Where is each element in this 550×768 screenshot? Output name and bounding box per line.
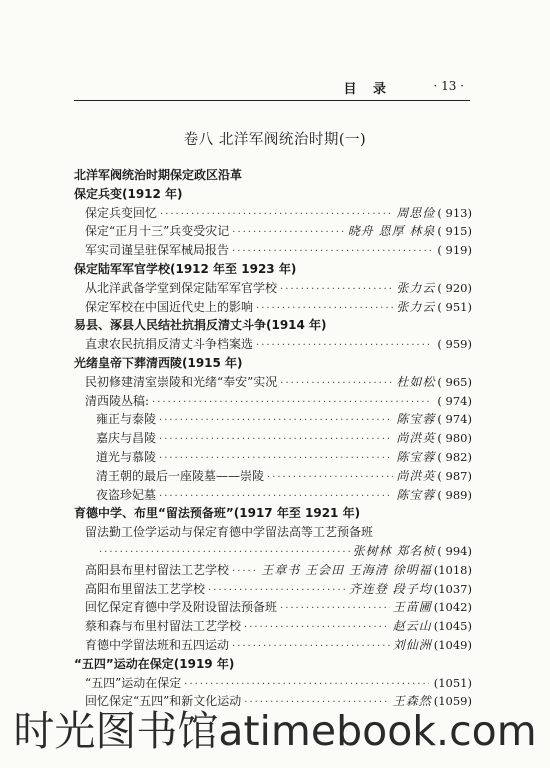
toc-entry-page: ( 959) — [437, 337, 472, 352]
toc-entry-page: ( 920) — [437, 280, 472, 295]
toc-entry-title: 保定“正月十三”兵变受灾记 — [85, 224, 230, 239]
toc-entry-title: 道光与慕陵 — [96, 450, 157, 464]
toc-entry-page: ( 915) — [437, 224, 472, 239]
toc-entry — [96, 486, 472, 504]
leader-dots — [256, 300, 393, 318]
toc-entry-author: 齐连登 段子均 — [348, 581, 432, 596]
toc-category: 保定兵变(1912 年) — [74, 186, 183, 201]
leader-dots — [280, 600, 390, 618]
toc-entry-author: 杜如松 — [396, 374, 436, 389]
toc-entry — [85, 580, 472, 598]
toc-entry-page: ( 974) — [437, 393, 472, 408]
toc-entry-author: 陈宝蓉 — [396, 487, 436, 502]
toc-entry-page: ( 989) — [437, 487, 472, 502]
toc-category: 北洋军阀统治时期保定政区沿革 — [74, 168, 243, 182]
toc-category: 育德中学、布里“留法预备班”(1917 年至 1921 年) — [74, 506, 361, 521]
toc-entry-author: 陈宝蓉 — [396, 412, 436, 427]
toc-entry — [85, 598, 472, 616]
toc-entry-author: 陈宝蓉 — [396, 450, 436, 464]
toc-entry-author: 王苗圃 — [392, 600, 432, 615]
toc-entry-title: 直隶农民抗捐反清丈斗争档案选 — [85, 337, 254, 352]
toc-entry-title: 嘉庆与昌陵 — [96, 431, 157, 446]
leader-dots — [208, 582, 346, 600]
toc-entry — [85, 392, 472, 410]
leader-dots — [232, 224, 344, 242]
toc-entry — [85, 279, 472, 297]
leader-dots — [159, 488, 393, 506]
toc-category: 易县、涿县人民结社抗捐反清丈斗争(1914 年) — [74, 318, 327, 333]
toc-entry-page: (1018) — [433, 562, 472, 577]
toc-entry-author: 尚洪英 — [396, 468, 436, 483]
toc-entry-title: 保定兵变回忆 — [85, 205, 158, 220]
toc-entry-page: ( 974) — [437, 412, 472, 427]
toc-entry-title: 民初修建清室崇陵和光绪“奉安”实况 — [85, 374, 278, 389]
toc-entry — [96, 542, 472, 560]
toc-entry-page: (1037) — [433, 581, 472, 596]
toc-entry — [85, 222, 472, 240]
toc-entry — [85, 636, 472, 654]
toc-entry-page: ( 951) — [437, 299, 472, 314]
toc-entry-title: 夜盗珍妃墓 — [96, 487, 157, 502]
toc-entry-title: 育德中学留法班和五四运动 — [85, 638, 230, 652]
toc-entry-title: 从北洋武备学堂到保定陆军军官学校 — [85, 280, 278, 295]
toc-entry-page: (1049) — [433, 638, 472, 652]
header-rule — [74, 100, 470, 101]
toc-entry-page: (1045) — [433, 619, 472, 634]
toc-entry-title: “五四”运动在保定 — [85, 675, 182, 690]
toc-entry-author: 周思俭 — [396, 205, 436, 220]
toc-entry-page: ( 919) — [437, 243, 472, 258]
header-title: 目 录 — [343, 82, 392, 97]
toc-entry-title: 高阳布里留法工艺学校 — [85, 581, 206, 596]
leader-dots — [280, 281, 393, 299]
toc-entry-author: 王森然 — [392, 694, 432, 709]
leader-dots — [232, 638, 390, 656]
toc-entry-author: 刘仙洲 — [392, 638, 432, 652]
toc-entry-page: ( 913) — [437, 205, 472, 220]
leader-dots — [159, 450, 393, 468]
leader-dots — [232, 243, 432, 261]
toc-entry — [85, 561, 472, 579]
toc-entry-page: (1051) — [433, 675, 472, 690]
running-header — [74, 78, 464, 98]
toc-entry — [85, 373, 472, 391]
toc-entry-title: 蔡和森与布里村留法工艺学校 — [85, 619, 242, 634]
toc-entry — [85, 241, 472, 259]
watermark: 时光图书馆atimebook.com — [13, 707, 537, 755]
toc-entry-title: 清西陵丛稿: — [85, 393, 150, 408]
toc-entry-author: 张力云 — [396, 299, 436, 314]
toc-entry-author: 王章书 王会田 王海清 徐明福 — [261, 562, 432, 577]
toc-entry — [96, 467, 472, 485]
leader-dots — [160, 206, 393, 224]
toc-entry — [96, 429, 472, 447]
toc-entry-page: ( 965) — [437, 374, 472, 389]
leader-dots — [159, 431, 393, 449]
toc-category: 光绪皇帝下葬清西陵(1915 年) — [74, 356, 243, 370]
volume-title: 卷八 北洋军阀统治时期(一) — [183, 132, 367, 148]
toc-entry-title: 高阳县布里村留法工艺学校 — [85, 562, 230, 577]
toc-entry-title: 回忆保定育德中学及附设留法预备班 — [85, 600, 278, 615]
toc-entry — [96, 410, 472, 428]
toc-entry — [85, 617, 472, 635]
leader-dots — [280, 375, 393, 393]
toc-entry-title: 回忆保定“五四”和新文化运动 — [85, 694, 242, 709]
toc-entry-page: (1059) — [433, 694, 472, 709]
toc-entry-page: (1042) — [433, 600, 472, 615]
toc-entry-title: 留法勤工俭学运动与保定育德中学留法高等工艺预备班 — [85, 525, 374, 540]
toc-category: 保定陆军军官学校(1912 年至 1923 年) — [74, 262, 297, 276]
toc-entry-page: ( 994) — [437, 544, 472, 558]
leader-dots — [152, 394, 432, 412]
toc-entry — [85, 674, 472, 692]
leader-dots — [184, 676, 428, 694]
leader-dots — [232, 563, 258, 581]
toc-entry-author: 尚洪英 — [396, 431, 436, 446]
header-page-number: · 13 · — [433, 79, 464, 93]
leader-dots — [99, 544, 350, 562]
leader-dots — [244, 619, 390, 637]
toc-entry — [96, 448, 472, 466]
toc-entry-author: 张树林 郑名桢 — [352, 544, 436, 558]
toc-entry — [85, 204, 472, 222]
toc-entry — [85, 298, 472, 316]
toc-entry-author: 晓舟 恩厚 林泉 — [347, 224, 436, 239]
toc-entry-title: 清王朝的最后一座陵墓——崇陵 — [96, 468, 265, 483]
toc-entry-author: 张力云 — [396, 280, 436, 295]
leader-dots — [256, 337, 432, 355]
leader-dots — [159, 412, 393, 430]
toc-entry-author: 赵云山 — [392, 619, 432, 634]
toc-entry — [85, 335, 472, 353]
toc-entry-page: ( 980) — [437, 431, 472, 446]
toc-entry-title: 保定军校在中国近代史上的影响 — [85, 299, 254, 314]
toc-entry-title: 军实司谨呈驻保军械局报告 — [85, 243, 230, 258]
leader-dots — [267, 469, 393, 487]
toc-entry-page: ( 982) — [437, 450, 472, 464]
toc-category: “五四”运动在保定(1919 年) — [74, 656, 235, 671]
toc-entry-page: ( 987) — [437, 468, 472, 483]
toc-entry-title: 雍正与泰陵 — [96, 412, 157, 427]
